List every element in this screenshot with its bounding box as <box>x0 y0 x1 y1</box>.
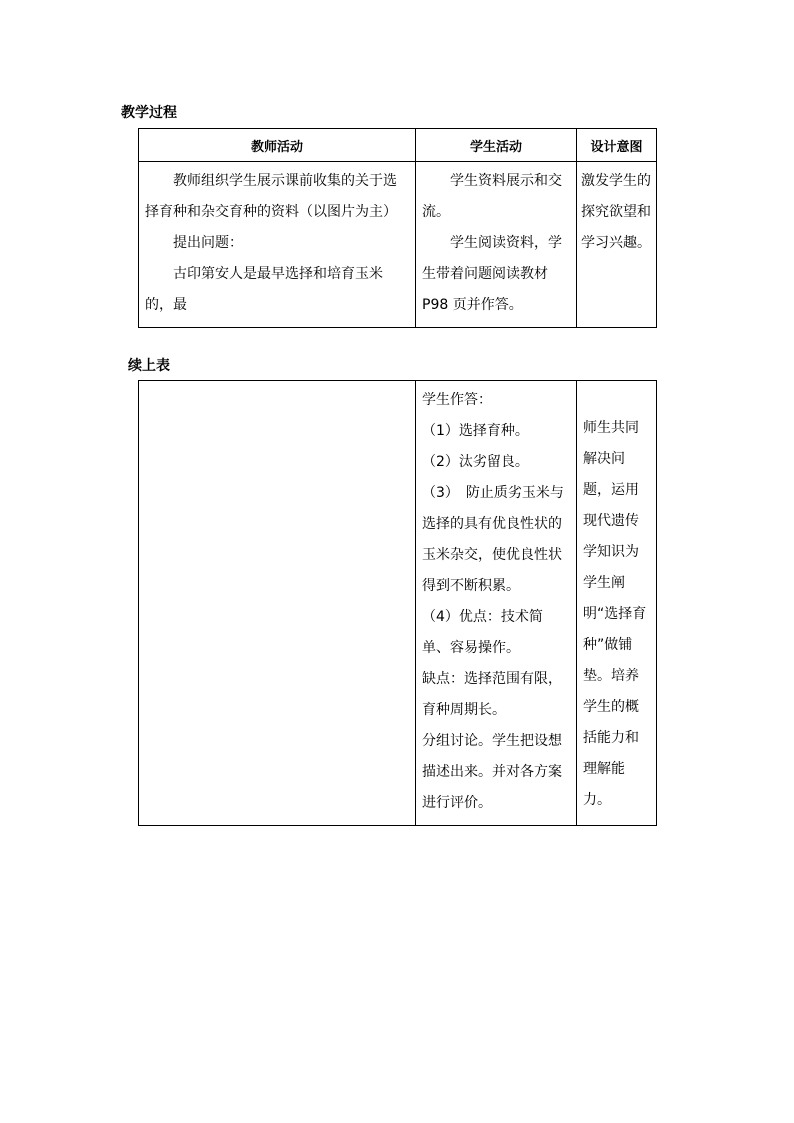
header-teacher-activity: 教师活动 <box>139 129 416 162</box>
design-intent-cell <box>577 162 657 328</box>
student-answer-line: （3） 防止质劣玉米与选择的具有优良性状的玉米杂交，使优良性状得到不断积累。 <box>422 485 564 594</box>
design-intent-text: 激发学生的探究欲望和学习兴趣。 <box>581 173 651 251</box>
teacher-paragraph: 古印第安人是最早选择和培育玉米的，最 <box>145 266 383 313</box>
student-answer-line: 缺点：选择范围有限，育种周期长。 <box>422 671 562 718</box>
student-answer-line: （2）汰劣留良。 <box>422 454 529 470</box>
teacher-activity-text <box>139 381 415 391</box>
header-student-activity: 学生活动 <box>416 129 577 162</box>
teacher-paragraph: 提出问题： <box>173 235 243 251</box>
student-paragraph: 学生阅读资料，学生带着问题阅读教材 P98 页并作答。 <box>422 235 562 313</box>
student-answer-line: 分组讨论。学生把设想描述出来。并对各方案进行评价。 <box>422 733 562 811</box>
section-title: 教学过程 <box>121 105 177 121</box>
teacher-activity-cell <box>139 381 416 826</box>
design-intent-text: 师生共同解决问题，运用现代遗传学知识为学生阐明“选择育种”做铺垫。培养学生的概括能力和理解能力。 <box>583 420 647 808</box>
table-header-row <box>139 129 657 162</box>
continued-table <box>138 380 657 826</box>
header-design-intent: 设计意图 <box>577 129 657 162</box>
student-answer-line: 学生作答： <box>422 392 492 408</box>
teacher-activity-cell <box>139 162 416 328</box>
student-answer-line: （1）选择育种。 <box>422 423 529 439</box>
student-answer-line: （4）优点：技术简单、容易操作。 <box>422 609 543 656</box>
teacher-paragraph: 教师组织学生展示课前收集的关于选择育种和杂交育种的资料（以图片为主） <box>145 173 397 220</box>
student-activity-cell <box>416 381 577 826</box>
teaching-process-table <box>138 128 657 328</box>
continued-table-title: 续上表 <box>128 358 170 374</box>
table-row <box>139 162 657 328</box>
table-row <box>139 381 657 826</box>
student-activity-cell <box>416 162 577 328</box>
student-paragraph: 学生资料展示和交流。 <box>422 173 562 220</box>
design-intent-cell <box>577 381 657 826</box>
